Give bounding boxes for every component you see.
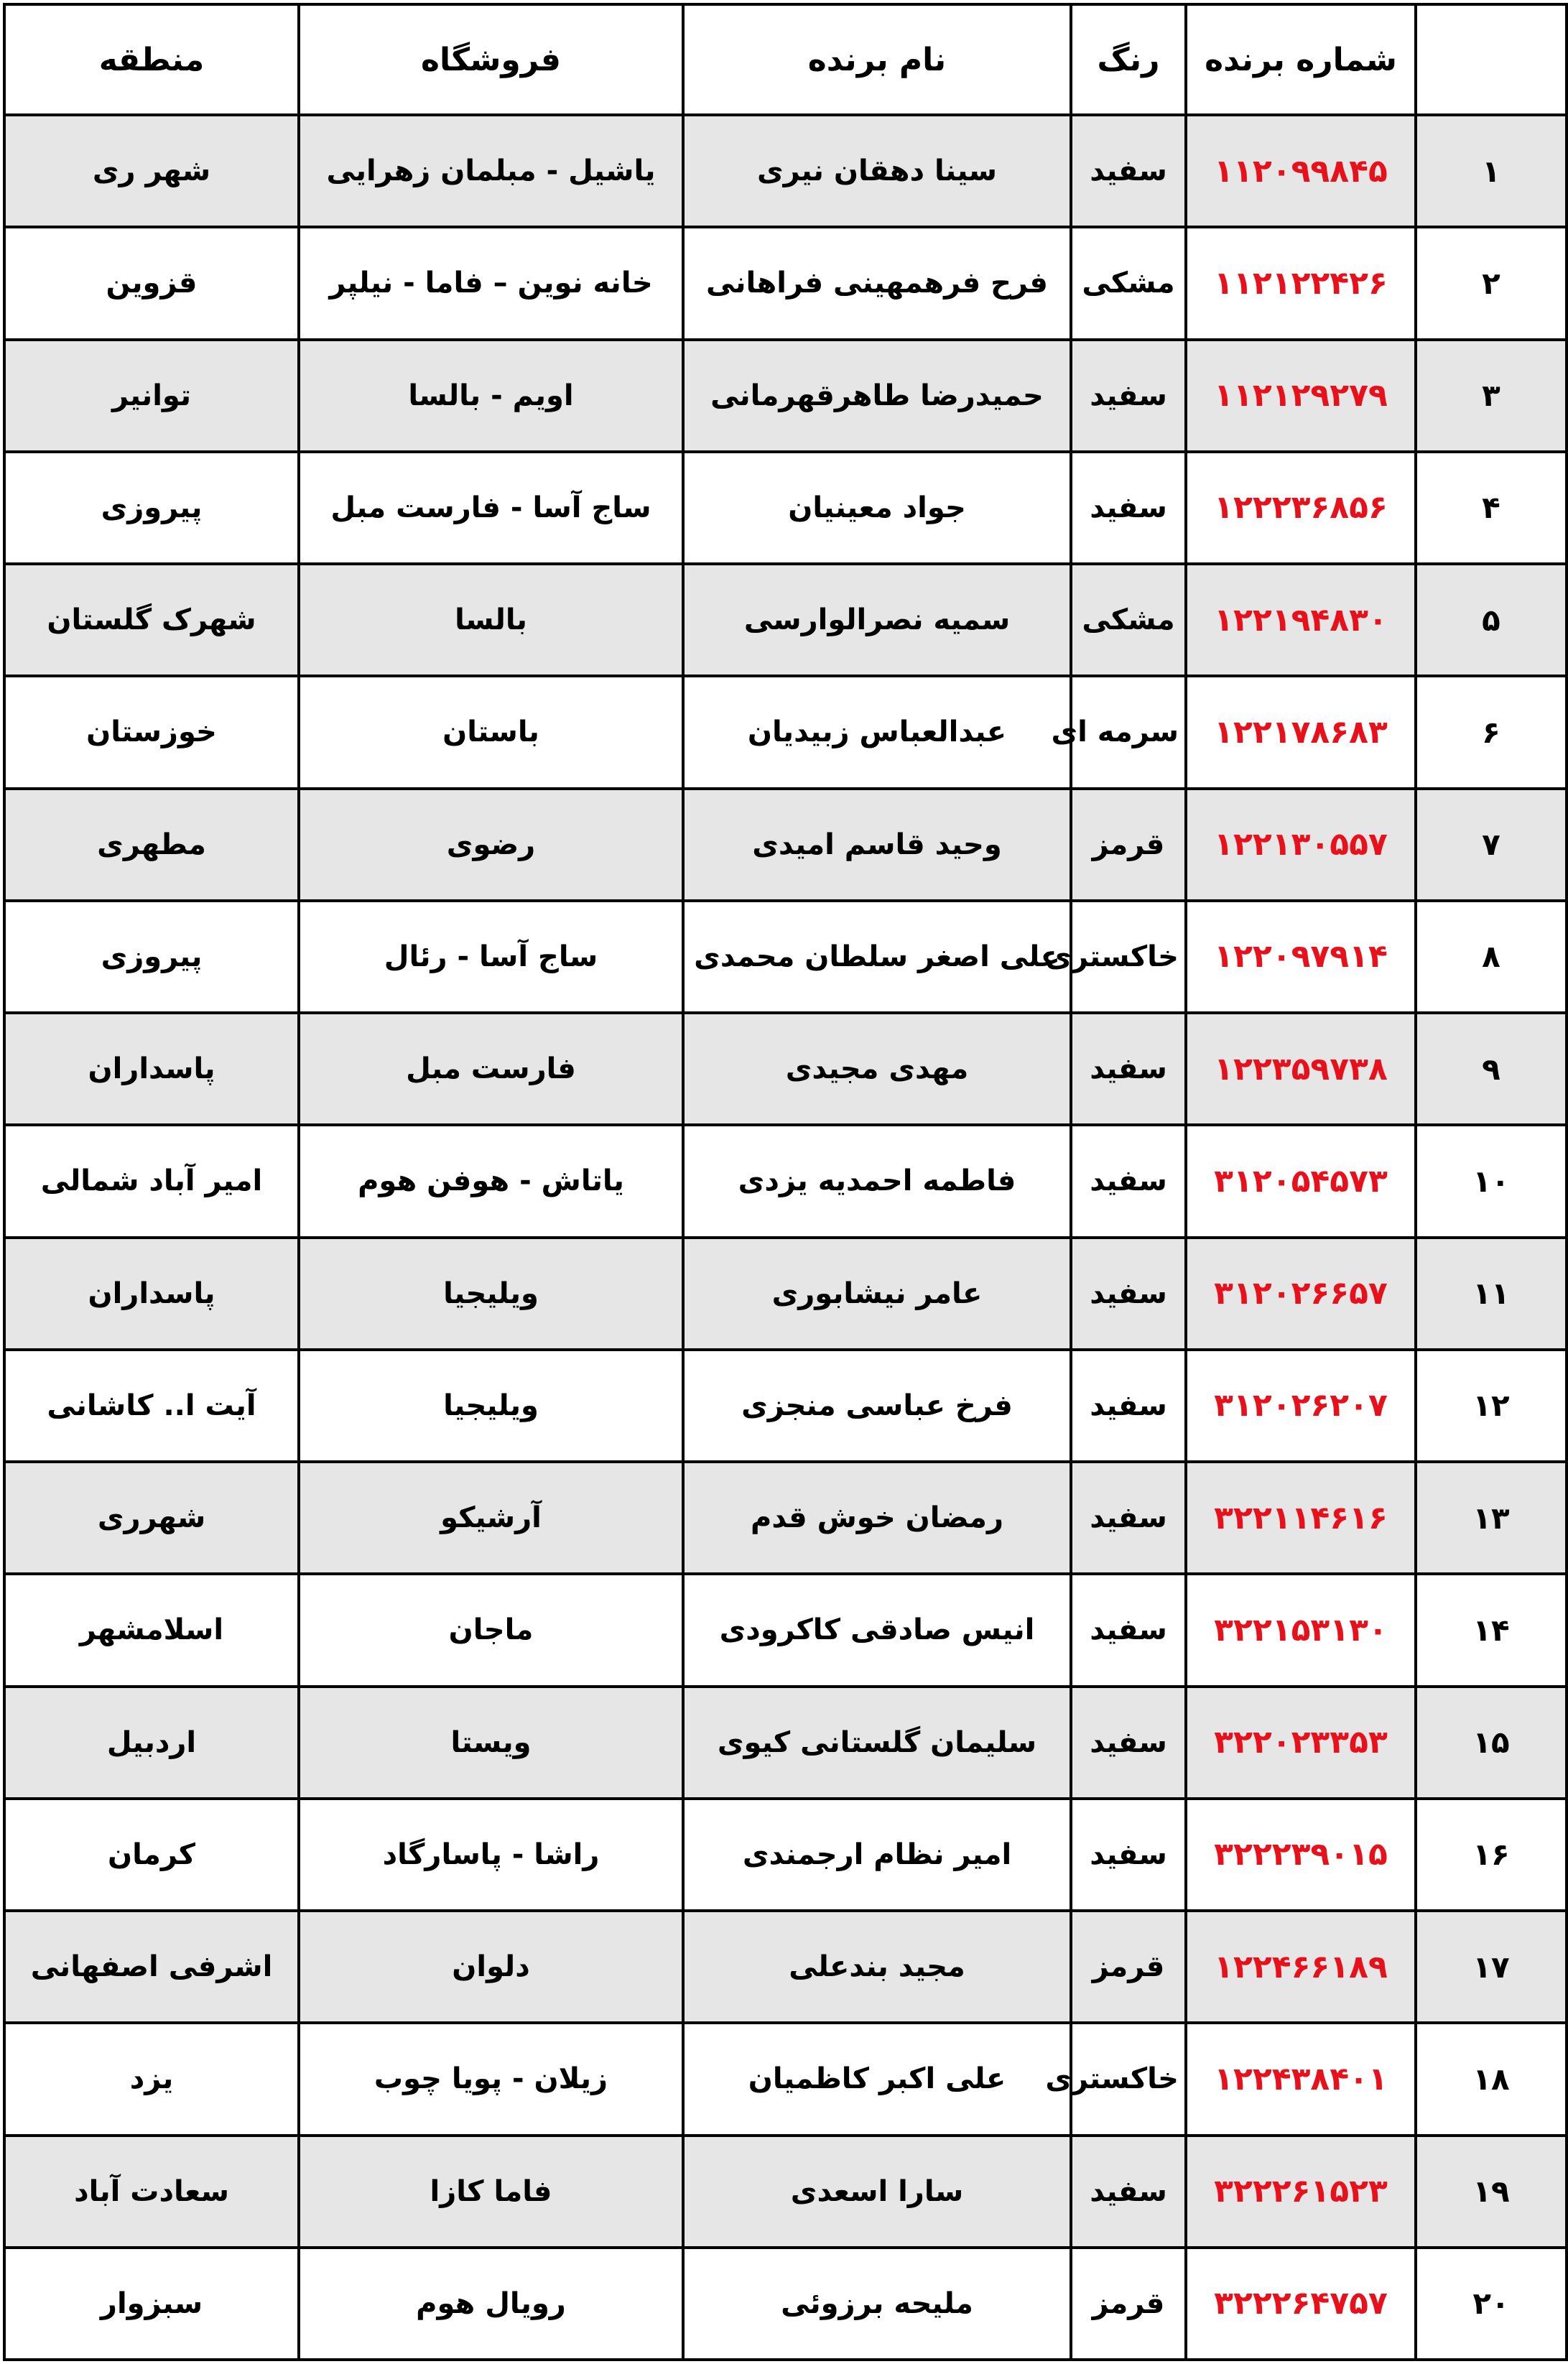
cell-color: سفید bbox=[1071, 1574, 1186, 1686]
cell-color: سفید bbox=[1071, 452, 1186, 564]
table-row bbox=[4, 676, 1567, 788]
cell-store: باستان bbox=[299, 676, 683, 788]
cell-region: سعادت آباد bbox=[4, 2136, 299, 2248]
cell-winner-number: ۳۲۲۲۳۹۰۱۵ bbox=[1186, 1799, 1416, 1911]
cell-winner-number: ۳۲۲۰۲۳۳۵۳ bbox=[1186, 1687, 1416, 1799]
cell-region: پیروزی bbox=[4, 901, 299, 1013]
cell-index: ۱ bbox=[1416, 115, 1567, 227]
cell-region: مطهری bbox=[4, 789, 299, 901]
cell-winner-name: فرح فرهمهینی فراهانی bbox=[683, 227, 1071, 339]
table-row bbox=[4, 1799, 1567, 1911]
cell-winner-name: سلیمان گلستانی کیوی bbox=[683, 1687, 1071, 1799]
table-row bbox=[4, 2136, 1567, 2248]
cell-index: ۱۵ bbox=[1416, 1687, 1567, 1799]
cell-winner-name: مجید بندعلی bbox=[683, 1911, 1071, 2023]
cell-store: یاتاش - هوفن هوم bbox=[299, 1125, 683, 1237]
table-row bbox=[4, 340, 1567, 452]
cell-index: ۲۰ bbox=[1416, 2248, 1567, 2360]
cell-winner-number: ۱۲۲۱۹۴۸۳۰ bbox=[1186, 564, 1416, 676]
cell-winner-number: ۳۱۲۰۵۴۵۷۳ bbox=[1186, 1125, 1416, 1237]
cell-winner-name: سمیه نصرالوارسی bbox=[683, 564, 1071, 676]
header-winner-number: شماره برنده bbox=[1186, 4, 1416, 115]
cell-color: قرمز bbox=[1071, 789, 1186, 901]
cell-winner-name: علی اصغر سلطان محمدی bbox=[683, 901, 1071, 1013]
cell-store: آرشیکو bbox=[299, 1462, 683, 1574]
cell-winner-name: فرخ عباسی منجزی bbox=[683, 1350, 1071, 1462]
cell-color: سفید bbox=[1071, 1125, 1186, 1237]
cell-winner-name: فاطمه احمدیه یزدی bbox=[683, 1125, 1071, 1237]
cell-winner-number: ۱۲۲۱۳۰۵۵۷ bbox=[1186, 789, 1416, 901]
cell-region: پاسداران bbox=[4, 1013, 299, 1125]
cell-store: رویال هوم bbox=[299, 2248, 683, 2360]
cell-region: خوزستان bbox=[4, 676, 299, 788]
cell-winner-name: انیس صادقی کاکرودی bbox=[683, 1574, 1071, 1686]
cell-store: ساج آسا - رئال bbox=[299, 901, 683, 1013]
table-row bbox=[4, 901, 1567, 1013]
cell-store: زیلان - پویا چوب bbox=[299, 2023, 683, 2135]
cell-color: سفید bbox=[1071, 1238, 1186, 1350]
cell-winner-number: ۱۱۲۱۲۹۲۷۹ bbox=[1186, 340, 1416, 452]
table-row bbox=[4, 2248, 1567, 2360]
cell-winner-number: ۱۲۲۴۳۸۴۰۱ bbox=[1186, 2023, 1416, 2135]
cell-index: ۷ bbox=[1416, 789, 1567, 901]
table-row bbox=[4, 115, 1567, 227]
cell-region: توانیر bbox=[4, 340, 299, 452]
cell-store: یاشیل - مبلمان زهرایی bbox=[299, 115, 683, 227]
cell-winner-number: ۳۲۲۱۵۳۱۳۰ bbox=[1186, 1574, 1416, 1686]
cell-color: سرمه ای bbox=[1071, 676, 1186, 788]
cell-index: ۱۸ bbox=[1416, 2023, 1567, 2135]
cell-region: سبزوار bbox=[4, 2248, 299, 2360]
cell-index: ۹ bbox=[1416, 1013, 1567, 1125]
cell-color: قرمز bbox=[1071, 1911, 1186, 2023]
table-row bbox=[4, 1687, 1567, 1799]
cell-color: خاکستری bbox=[1071, 901, 1186, 1013]
header-region: منطقه bbox=[4, 4, 299, 115]
cell-index: ۳ bbox=[1416, 340, 1567, 452]
cell-winner-name: سینا دهقان نیری bbox=[683, 115, 1071, 227]
cell-winner-name: علی اکبر کاظمیان bbox=[683, 2023, 1071, 2135]
cell-winner-number: ۳۲۲۲۶۱۵۲۳ bbox=[1186, 2136, 1416, 2248]
cell-winner-number: ۳۱۲۰۲۶۶۵۷ bbox=[1186, 1238, 1416, 1350]
cell-index: ۱۷ bbox=[1416, 1911, 1567, 2023]
table-row bbox=[4, 2023, 1567, 2135]
cell-store: فارست مبل bbox=[299, 1013, 683, 1125]
table-row bbox=[4, 1238, 1567, 1350]
cell-winner-name: مهدی مجیدی bbox=[683, 1013, 1071, 1125]
cell-color: مشکی bbox=[1071, 227, 1186, 339]
cell-index: ۸ bbox=[1416, 901, 1567, 1013]
cell-index: ۲ bbox=[1416, 227, 1567, 339]
cell-winner-name: عبدالعباس زبیدیان bbox=[683, 676, 1071, 788]
cell-winner-number: ۱۱۲۱۲۲۴۲۶ bbox=[1186, 227, 1416, 339]
cell-color: سفید bbox=[1071, 1462, 1186, 1574]
header-row bbox=[4, 4, 1567, 115]
cell-index: ۴ bbox=[1416, 452, 1567, 564]
cell-color: سفید bbox=[1071, 1350, 1186, 1462]
cell-store: رضوی bbox=[299, 789, 683, 901]
table-row bbox=[4, 1013, 1567, 1125]
cell-winner-name: امیر نظام ارجمندی bbox=[683, 1799, 1071, 1911]
cell-region: شهرری bbox=[4, 1462, 299, 1574]
cell-region: پاسداران bbox=[4, 1238, 299, 1350]
cell-winner-name: رمضان خوش قدم bbox=[683, 1462, 1071, 1574]
cell-index: ۱۲ bbox=[1416, 1350, 1567, 1462]
table-row bbox=[4, 789, 1567, 901]
table-row bbox=[4, 227, 1567, 339]
cell-store: راشا - پاسارگاد bbox=[299, 1799, 683, 1911]
cell-winner-number: ۳۲۲۱۱۴۶۱۶ bbox=[1186, 1462, 1416, 1574]
cell-winner-name: حمیدرضا طاهرقهرمانی bbox=[683, 340, 1071, 452]
cell-index: ۶ bbox=[1416, 676, 1567, 788]
cell-index: ۱۴ bbox=[1416, 1574, 1567, 1686]
table-row bbox=[4, 1350, 1567, 1462]
cell-store: ساج آسا - فارست مبل bbox=[299, 452, 683, 564]
cell-winner-number: ۱۲۲۴۶۶۱۸۹ bbox=[1186, 1911, 1416, 2023]
cell-store: ویستا bbox=[299, 1687, 683, 1799]
cell-winner-name: عامر نیشابوری bbox=[683, 1238, 1071, 1350]
cell-winner-number: ۱۲۲۳۵۹۷۳۸ bbox=[1186, 1013, 1416, 1125]
cell-winner-name: وحید قاسم امیدی bbox=[683, 789, 1071, 901]
winners-table bbox=[3, 3, 1568, 2361]
table-row bbox=[4, 452, 1567, 564]
cell-store: اویم - بالسا bbox=[299, 340, 683, 452]
table-row bbox=[4, 564, 1567, 676]
cell-region: اردبیل bbox=[4, 1687, 299, 1799]
cell-store: ویلیجیا bbox=[299, 1238, 683, 1350]
table-row bbox=[4, 1462, 1567, 1574]
cell-index: ۱۶ bbox=[1416, 1799, 1567, 1911]
cell-index: ۱۱ bbox=[1416, 1238, 1567, 1350]
cell-store: بالسا bbox=[299, 564, 683, 676]
cell-color: مشکی bbox=[1071, 564, 1186, 676]
cell-color: سفید bbox=[1071, 115, 1186, 227]
cell-winner-name: سارا اسعدی bbox=[683, 2136, 1071, 2248]
cell-region: قزوین bbox=[4, 227, 299, 339]
cell-store: ویلیجیا bbox=[299, 1350, 683, 1462]
header-store: فروشگاه bbox=[299, 4, 683, 115]
cell-winner-number: ۱۲۲۰۹۷۹۱۴ bbox=[1186, 901, 1416, 1013]
cell-region: اسلامشهر bbox=[4, 1574, 299, 1686]
cell-winner-number: ۱۱۲۰۹۹۸۴۵ bbox=[1186, 115, 1416, 227]
cell-store: دلوان bbox=[299, 1911, 683, 2023]
cell-region: یزد bbox=[4, 2023, 299, 2135]
cell-region: اشرفی اصفهانی bbox=[4, 1911, 299, 2023]
table-row bbox=[4, 1574, 1567, 1686]
cell-store: ماجان bbox=[299, 1574, 683, 1686]
cell-winner-number: ۳۱۲۰۲۶۲۰۷ bbox=[1186, 1350, 1416, 1462]
cell-color: قرمز bbox=[1071, 2248, 1186, 2360]
cell-color: سفید bbox=[1071, 1013, 1186, 1125]
cell-index: ۱۳ bbox=[1416, 1462, 1567, 1574]
cell-winner-number: ۱۲۲۱۷۸۶۸۳ bbox=[1186, 676, 1416, 788]
cell-winner-number: ۱۲۲۲۳۶۸۵۶ bbox=[1186, 452, 1416, 564]
cell-region: شهرک گلستان bbox=[4, 564, 299, 676]
cell-color: سفید bbox=[1071, 1799, 1186, 1911]
cell-region: امیر آباد شمالی bbox=[4, 1125, 299, 1237]
header-winner-name: نام برنده bbox=[683, 4, 1071, 115]
cell-region: آیت ا.. کاشانی bbox=[4, 1350, 299, 1462]
header-color: رنگ bbox=[1071, 4, 1186, 115]
cell-store: فاما کازا bbox=[299, 2136, 683, 2248]
cell-store: خانه نوین – فاما - نیلپر bbox=[299, 227, 683, 339]
cell-winner-name: جواد معینیان bbox=[683, 452, 1071, 564]
cell-color: خاکستری bbox=[1071, 2023, 1186, 2135]
cell-color: سفید bbox=[1071, 1687, 1186, 1799]
cell-winner-number: ۳۲۲۲۶۴۷۵۷ bbox=[1186, 2248, 1416, 2360]
cell-index: ۱۹ bbox=[1416, 2136, 1567, 2248]
cell-region: شهر ری bbox=[4, 115, 299, 227]
cell-index: ۵ bbox=[1416, 564, 1567, 676]
table-row bbox=[4, 1125, 1567, 1237]
header-index bbox=[1416, 4, 1567, 115]
table-row bbox=[4, 1911, 1567, 2023]
cell-region: پیروزی bbox=[4, 452, 299, 564]
cell-color: سفید bbox=[1071, 2136, 1186, 2248]
cell-winner-name: ملیحه برزوئی bbox=[683, 2248, 1071, 2360]
cell-color: سفید bbox=[1071, 340, 1186, 452]
cell-index: ۱۰ bbox=[1416, 1125, 1567, 1237]
cell-region: کرمان bbox=[4, 1799, 299, 1911]
